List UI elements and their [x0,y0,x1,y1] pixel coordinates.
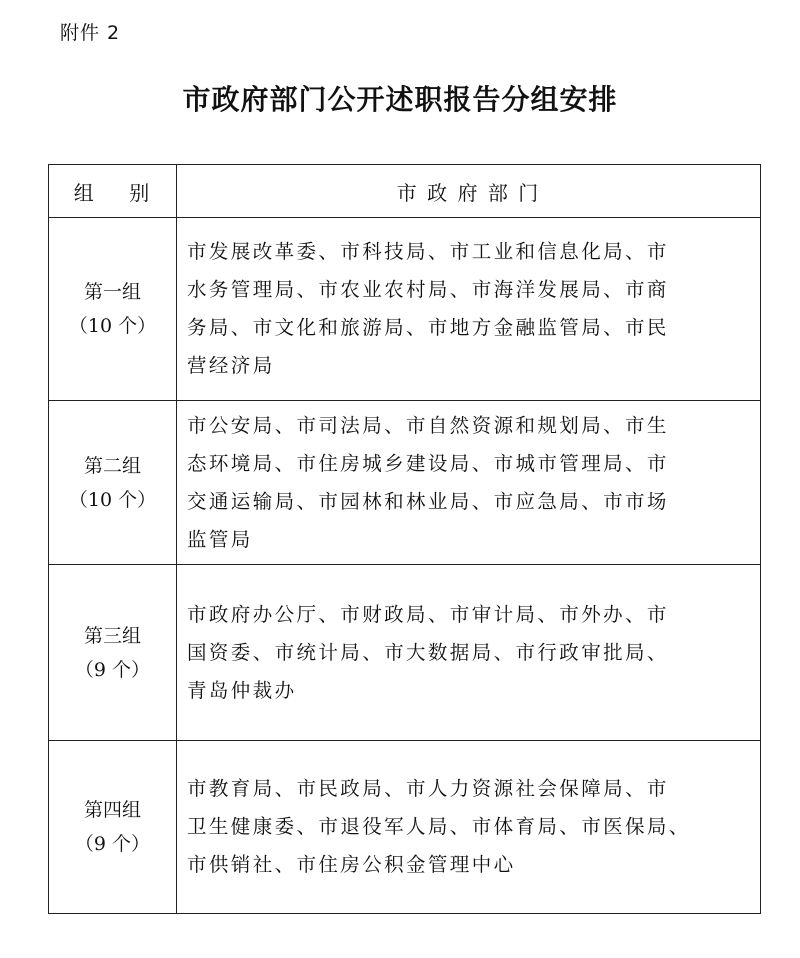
departments-line: 交通运输局、市园林和林业局、市应急局、市市场 [187,489,669,513]
departments-line: 态环境局、市住房城乡建设局、市城市管理局、市 [187,451,669,475]
group-name: 第一组 [83,281,141,303]
departments-line: 国资委、市统计局、市大数据局、市行政审批局、 [187,640,669,664]
document-title: 市政府部门公开述职报告分组安排 [182,83,618,116]
group-count: （10 个） [68,315,157,337]
departments-cell [177,218,761,401]
group-count: （10 个） [68,488,157,511]
departments-line: 水务管理局、市农业农村局、市海洋发展局、市商 [187,278,669,301]
departments-line: 市公安局、市司法局、市自然资源和规划局、市生 [187,413,669,437]
departments-line: 市教育局、市民政局、市人力资源社会保障局、市 [187,777,669,800]
table-row [49,218,761,401]
table-row [49,741,761,914]
header-departments: 市 政 府 部 门 [177,165,761,218]
departments-line: 市供销社、市住房公积金管理中心 [187,853,516,876]
table-row [49,565,761,741]
group-cell [49,741,177,914]
group-name: 第四组 [83,799,141,821]
departments-line: 市政府办公厅、市财政局、市审计局、市外办、市 [187,602,669,626]
departments-line: 青岛仲裁办 [187,678,297,702]
departments-line: 监管局 [187,527,253,551]
group-cell [49,218,177,401]
departments-cell [177,741,761,914]
group-count: （9 个） [74,833,151,855]
table-row [49,401,761,565]
group-name: 第二组 [83,454,141,477]
departments-line: 市发展改革委、市科技局、市工业和信息化局、市 [187,240,669,263]
departments-line: 务局、市文化和旅游局、市地方金融监管局、市民 [187,316,669,339]
departments-cell [177,565,761,741]
grouping-table [48,164,761,914]
group-count: （9 个） [74,658,151,681]
group-cell [49,565,177,741]
departments-line: 卫生健康委、市退役军人局、市体育局、市医保局、 [187,815,691,838]
attachment-label: 附件 2 [60,22,121,44]
group-name: 第三组 [83,624,141,647]
group-cell [49,401,177,565]
departments-line: 营经济局 [187,354,275,377]
table-header-row [49,165,761,218]
departments-cell [177,401,761,565]
header-group: 组 别 [49,165,177,218]
